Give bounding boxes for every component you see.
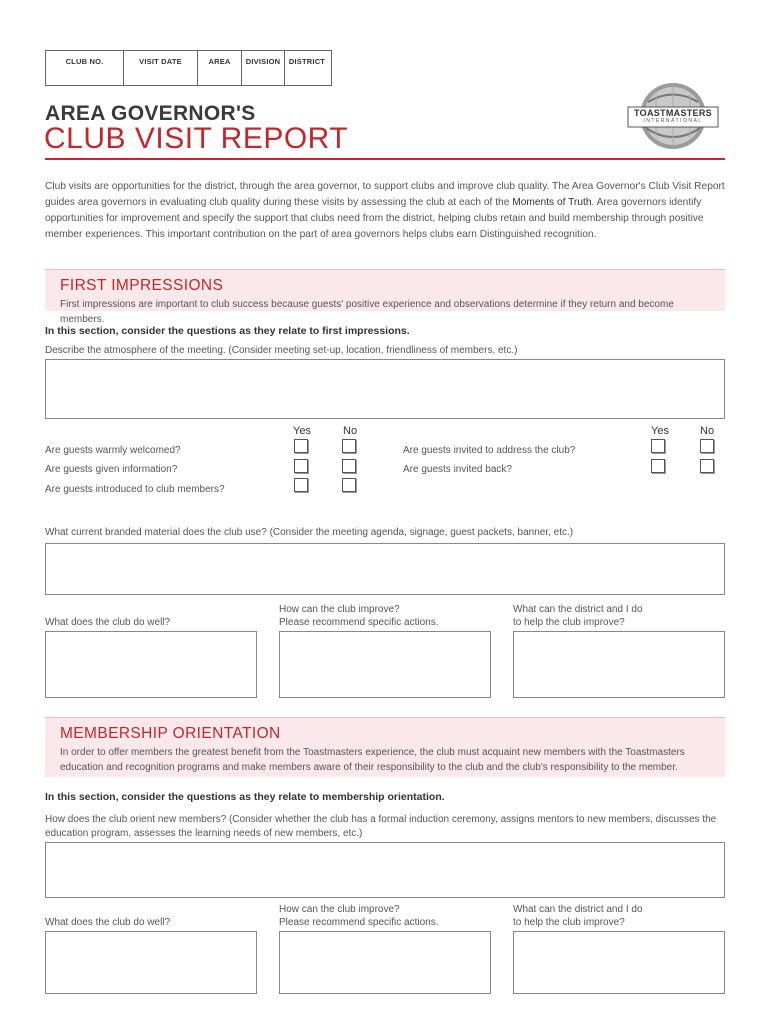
first-impressions-band [45, 269, 725, 325]
s2-well-textbox[interactable] [45, 931, 257, 994]
no-label-right: No [700, 425, 715, 437]
toastmasters-logo [626, 82, 720, 150]
branded-material-textbox[interactable] [45, 543, 725, 595]
no-checkbox-invited-to-address[interactable] [700, 439, 714, 453]
visit-date-field[interactable]: VISIT DATE [124, 51, 198, 85]
logo-name: TOASTMASTERS [634, 108, 712, 118]
atmosphere-prompt: Describe the atmosphere of the meeting. (Consider meeting set-up, location, friendliness of members, etc.) [45, 345, 518, 356]
membership-orientation-heading: MEMBERSHIP ORIENTATION [60, 725, 281, 742]
first-impressions-description: First impressions are important to club success because guests' positive experience and observations determine if they return and become members. [60, 299, 674, 325]
question-invited-back: Are guests invited back? [403, 464, 512, 475]
question-invited-to-address: Are guests invited to address the club? [403, 445, 576, 456]
s2-improve-prompt-line1: How can the club improve? [279, 904, 400, 915]
branded-material-prompt: What current branded material does the club use? (Consider the meeting agenda, signage, guest packets, banner, etc.) [45, 527, 574, 538]
page-title-line1: AREA GOVERNOR'S [45, 102, 256, 125]
section1-lead: In this section, consider the questions as they relate to first impressions. [45, 325, 410, 337]
yes-label-right: Yes [651, 425, 669, 437]
yes-checkbox-given-information[interactable] [294, 459, 308, 473]
question-warmly-welcomed: Are guests warmly welcomed? [45, 445, 181, 456]
no-checkbox-warmly-welcomed[interactable] [342, 439, 356, 453]
title-divider [45, 158, 725, 160]
s1-well-textbox[interactable] [45, 631, 257, 698]
intro-paragraph: Club visits are opportunities for the district, through the area governor, to support clubs and improve club quality. The Area Governor's Club Visit Report guides area governors in evaluating club quality during these visits by assessing the club at each of the Moments of Truth. Area governors identify opportunities for improvement and specify the support that clubs need from the district, helping clubs retain and build membership through positive member experiences. This important contribution on the part of area governors helps clubs earn Distinguished recognition. [45, 181, 725, 240]
s1-well-prompt: What does the club do well? [45, 617, 171, 628]
area-field[interactable]: AREA [198, 51, 242, 85]
no-label-left: No [343, 425, 358, 437]
question-introduced-to-members: Are guests introduced to club members? [45, 484, 225, 495]
division-field[interactable]: DIVISION [242, 51, 285, 85]
s1-improve-prompt-line2: Please recommend specific actions. [279, 617, 439, 628]
yes-checkbox-invited-to-address[interactable] [651, 439, 665, 453]
no-checkbox-given-information[interactable] [342, 459, 356, 473]
s1-district-prompt-line1: What can the district and I do [513, 604, 643, 615]
question-given-information: Are guests given information? [45, 464, 178, 475]
no-checkbox-invited-back[interactable] [700, 459, 714, 473]
membership-orientation-description: In order to offer members the greatest benefit from the Toastmasters experience, the club must acquaint new members with the Toastmasters education and recognition programs and make members aware of their responsibility to the club and the club's responsibility to the member. [60, 747, 685, 773]
s2-district-textbox[interactable] [513, 931, 725, 994]
yes-checkbox-warmly-welcomed[interactable] [294, 439, 308, 453]
yes-checkbox-invited-back[interactable] [651, 459, 665, 473]
s1-district-prompt-line2: to help the club improve? [513, 617, 625, 628]
yes-checkbox-introduced[interactable] [294, 478, 308, 492]
moments-of-truth-link: Moments of Truth [512, 197, 592, 208]
club-no-field[interactable]: CLUB NO. [46, 51, 124, 85]
s2-district-prompt-line1: What can the district and I do [513, 904, 643, 915]
atmosphere-textbox[interactable] [45, 359, 725, 419]
s2-well-prompt: What does the club do well? [45, 917, 171, 928]
page-title-line2: CLUB VISIT REPORT [44, 122, 349, 155]
s1-improve-prompt-line1: How can the club improve? [279, 604, 400, 615]
section2-lead: In this section, consider the questions as they relate to membership orientation. [45, 791, 445, 803]
s1-improve-textbox[interactable] [279, 631, 491, 698]
membership-orientation-band [45, 717, 725, 777]
s2-improve-prompt-line2: Please recommend specific actions. [279, 917, 439, 928]
orient-textbox[interactable] [45, 842, 725, 898]
s2-improve-textbox[interactable] [279, 931, 491, 994]
s2-district-prompt-line2: to help the club improve? [513, 917, 625, 928]
first-impressions-heading: FIRST IMPRESSIONS [60, 277, 224, 294]
orient-prompt: How does the club orient new members? (Consider whether the club has a formal induction ceremony, assigns mentors to new members, discusses the education program, assesses the learning needs of new members, etc.) [45, 814, 717, 839]
yes-label-left: Yes [293, 425, 311, 437]
district-field[interactable]: DISTRICT [288, 57, 326, 66]
s1-district-textbox[interactable] [513, 631, 725, 698]
logo-sub: INTERNATIONAL [643, 118, 703, 124]
no-checkbox-introduced[interactable] [342, 478, 356, 492]
header-fields-table [45, 50, 332, 86]
